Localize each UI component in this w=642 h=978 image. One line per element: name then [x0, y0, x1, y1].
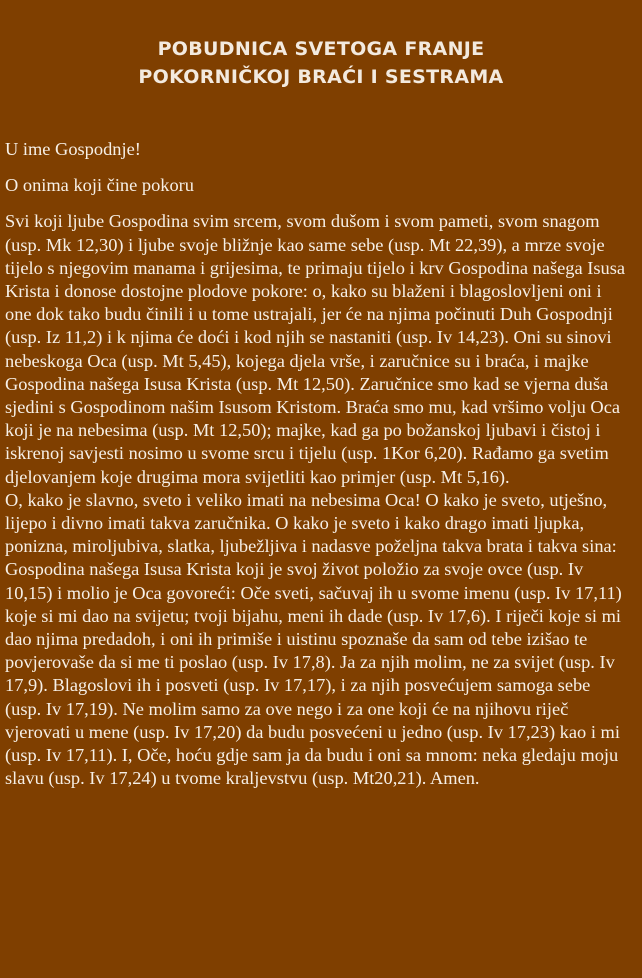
- document-body: [5, 138, 630, 790]
- page-title: [0, 35, 642, 91]
- paragraph-2: O, kako je slavno, sveto i veliko imati na nebesima Oca! O kako je sveto, utješno, lijepo i divno imati takva zaručnika. O kako je sveto i kako drago imati ljupka, ponizna, miroljubiva, slatka, ljubežljiva i nadasve poželjna takva brata i takva sina: Gospodina našega Isusa Krista koji je svoj život položio za svoje ovce (usp. Iv 10,15) i molio je Oca govoreći: Oče sveti, sačuvaj ih u svome imenu (usp. Iv 17,11) koje si mi dao na svijetu; tvoji bijahu, meni ih dade (usp. Iv 17,6). I riječi koje si mi dao njima predadoh, i oni ih primiše i uistinu spoznaše da sam od tebe izišao te povjerovaše da si me ti poslao (usp. Iv 17,8). Ja za njih molim, ne za svijet (usp. Iv 17,9). Blagoslovi ih i posveti (usp. Iv 17,17), i za njih posvećujem samoga sebe (usp. Iv 17,19). Ne molim samo za ove nego i za one koji će na njihovu riječ vjerovati u mene (usp. Iv 17,20) da budu posvećeni u jedno (usp. Iv 17,23) kao i mi (usp. Iv 17,11). I, Oče, hoću gdje sam ja da budu i oni sa mnom: neka gledaju moju slavu (usp. Iv 17,24) u tvome kraljevstvu (usp. Mt20,21). Amen.: [5, 489, 622, 789]
- greeting: U ime Gospodnje!: [5, 139, 141, 159]
- paragraph-1: Svi koji ljube Gospodina svim srcem, svom dušom i svom pameti, svom snagom (usp. Mk 12,30) i ljube svoje bližnje kao same sebe (usp. Mt 22,39), a mrze svoje tijelo s njegovim manama i grijesima, te primaju tijelo i krv Gospodina našega Isusa Krista i donose dostojne plodove pokore: o, kako su blaženi i blagoslovljeni oni i one dok tako budu činili i u tome ustrajali, jer će na njima počinuti Duh Gospodnji (usp. Iz 11,2) i k njima će doći i kod njih se nastaniti (usp. Iv 14,23). Oni su sinovi nebeskoga Oca (usp. Mt 5,45), kojega djela vrše, i zaručnice su i braća, i majke Gospodina našega Isusa Krista (usp. Mt 12,50). Zaručnice smo kad se vjerna duša sjedini s Gospodinom našim Isusom Kristom. Braća smo mu, kad vršimo volju Oca koji je na nebesima (usp. Mt 12,50); majke, kad ga po božanskoj ljubavi i čistoj i iskrenoj savjesti nosimo u svome srcu i tijelu (usp. 1Kor 6,20). Rađamo ga svetim djelovanjem koje drugima mora svijetliti kao primjer (usp. Mt 5,16).: [5, 211, 626, 487]
- title-line-1: POBUDNICA SVETOGA FRANJE: [157, 38, 485, 60]
- section-subtitle: O onima koji čine pokoru: [5, 175, 194, 196]
- title-line-2: POKORNIČKOJ BRAĆI I SESTRAMA: [138, 66, 504, 88]
